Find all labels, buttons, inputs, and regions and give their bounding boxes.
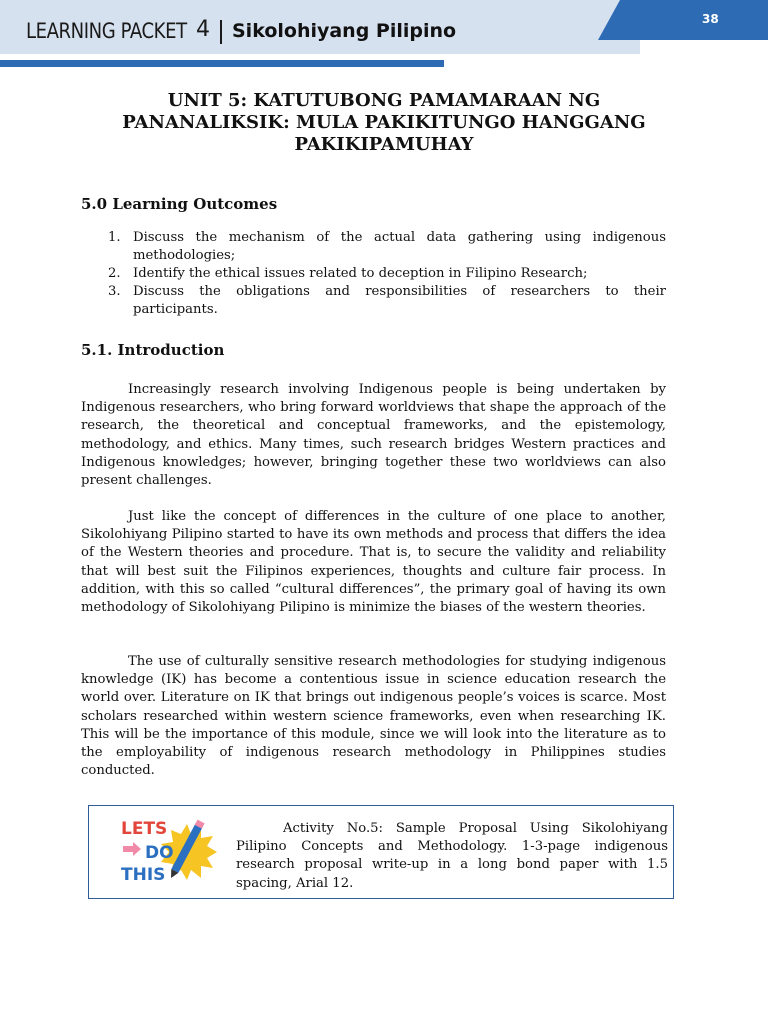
activity-text: Activity No.5: Sample Proposal Using Sikolohiyang Pilipino Concepts and Methodology. 1-3-page indigenous research proposal write-up in a long bond paper with 1.5 spacing, Arial 12. — [236, 821, 668, 891]
icon-text-do: DO — [145, 843, 174, 863]
header-separator — [220, 20, 222, 44]
intro-paragraph-3: The use of culturally sensitive research methodologies for studying indigenous knowledge (IK) has become a contentious issue in science education research the world over. Literature on IK that brings out indigenous people’s voices is scarce. Most scholars researched within western science frameworks, even when researching IK. This will be the importance of this module, since we will look into the literature as to the employability of indigenous research methodology in Philippines studies conducted. — [81, 654, 666, 779]
list-item-text: Identify the ethical issues related to deception in Filipino Research; — [133, 266, 588, 281]
list-item-text: Discuss the obligations and responsibilities of researchers to their participants. — [133, 284, 666, 317]
page-header — [0, 0, 768, 60]
icon-text-lets: LETS — [121, 819, 168, 839]
subject-title: Sikolohiyang Pilipino — [232, 20, 457, 42]
intro-paragraph-2: Just like the concept of differences in the culture of one place to another, Sikolohiyang Pilipino started to have its own methods and process that differs the idea of the Western theories and procedure. That is, to secure the validity and reliability that will best suit the Filipinos experiences, thoughts and culture fair process. In addition, with this so called “cultural differences”, the primary goal of having its own methodology of Sikolohiyang Pilipino is minimize the biases of the western theories. — [81, 509, 666, 616]
list-item-number: 2. — [108, 266, 121, 281]
icon-text-this: THIS — [121, 865, 166, 885]
learning-outcomes-list — [108, 229, 666, 319]
page-number-tab — [598, 0, 768, 40]
list-item — [108, 265, 666, 283]
packet-number: 4 — [196, 17, 210, 42]
list-item-number: 3. — [108, 284, 121, 299]
intro-paragraph-1: Increasingly research involving Indigenous people is being undertaken by Indigenous researchers, who bring forward worldviews that shape the approach of the research, the theoretical and conceptual frameworks, and the epistemology, methodology, and ethics. Many times, such research bridges Western practices and Indigenous knowledges; however, bringing together these two worldviews can also present challenges. — [81, 382, 666, 489]
activity-box — [88, 805, 674, 899]
header-underline-bar — [0, 60, 444, 67]
list-item — [108, 283, 666, 319]
lets-do-this-icon — [119, 816, 219, 888]
list-item — [108, 229, 666, 265]
unit-title: UNIT 5: KATUTUBONG PAMAMARAAN NG PANANALIKSIK: MULA PAKIKITUNGO HANGGANG PAKIKIPAMUHAY — [122, 90, 646, 155]
list-item-text: Discuss the mechanism of the actual data gathering using indigenous methodologies; — [133, 230, 666, 263]
page-number: 38 — [702, 12, 719, 26]
learning-outcomes-heading: 5.0 Learning Outcomes — [81, 195, 278, 213]
introduction-heading: 5.1. Introduction — [81, 341, 225, 359]
packet-label: LEARNING PACKET — [26, 19, 187, 43]
list-item-number: 1. — [108, 230, 121, 245]
